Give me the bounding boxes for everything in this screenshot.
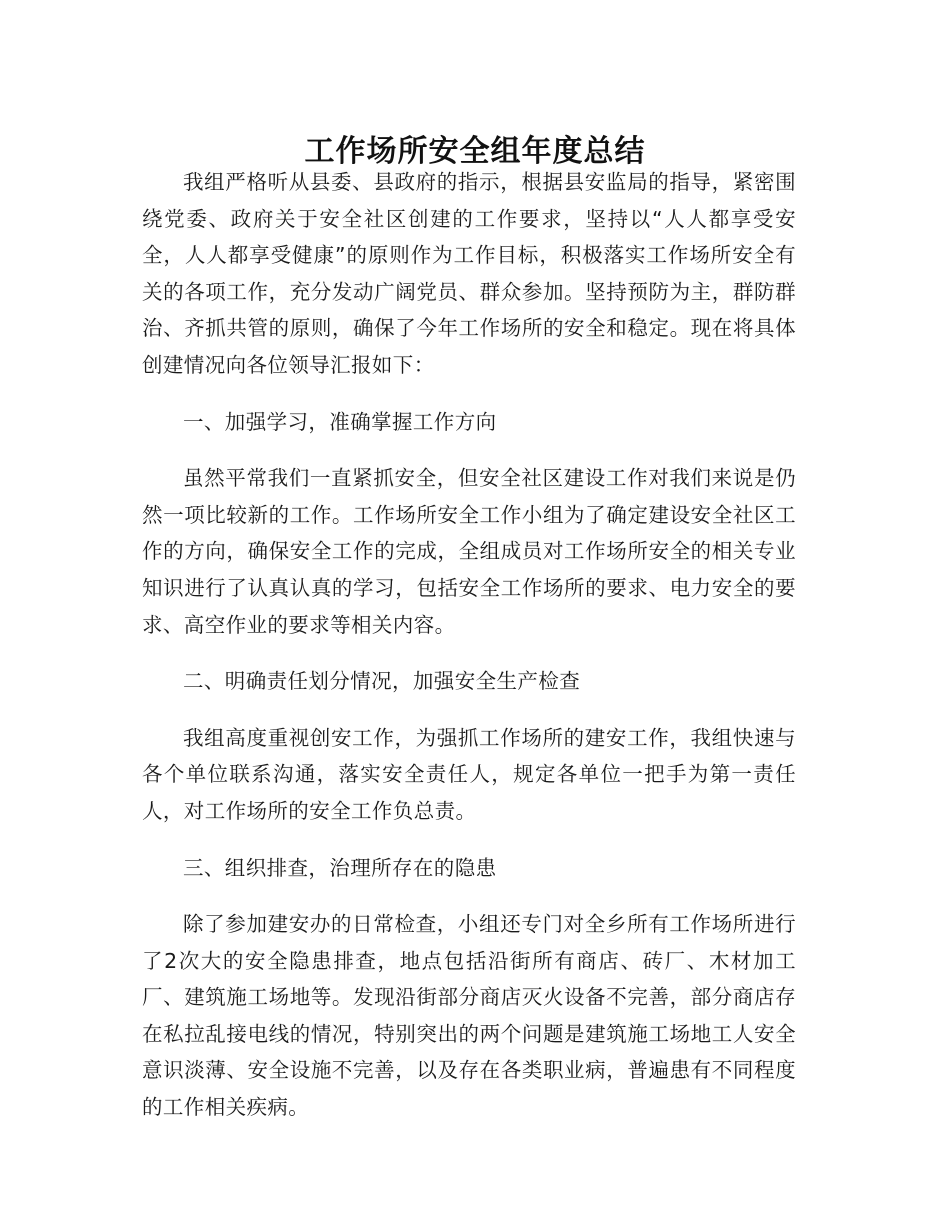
document-body	[142, 164, 796, 1146]
paragraph-intro: 我组严格听从县委、县政府的指示，根据县安监局的指导，紧密围绕党委、政府关于安全社区创建的工作要求，坚持以“人人都享受安全，人人都享受健康”的原则作为工作目标，积极落实工作场所安全有关的各项工作，充分发动广阔党员、群众参加。坚持预防为主，群防群治、齐抓共管的原则，确保了今年工作场所的安全和稳定。现在将具体创建情况向各位领导汇报如下：	[142, 170, 796, 377]
section-heading-3: 三、组织排查，治理所存在的隐患	[183, 855, 497, 880]
paragraph-responsibility: 我组高度重视创安工作，为强抓工作场所的建安工作，我组快速与各个单位联系沟通，落实安全责任人，规定各单位一把手为第一责任人，对工作场所的安全工作负总责。	[142, 725, 796, 823]
document-title: 工作场所安全组年度总结	[304, 134, 646, 170]
paragraph-study: 虽然平常我们一直紧抓安全，但安全社区建设工作对我们来说是仍然一项比较新的工作。工作场所安全工作小组为了确定建设安全社区工作的方向，确保安全工作的完成，全组成员对工作场所安全的相关专业知识进行了认真认真的学习，包括安全工作场所的要求、电力安全的要求、高空作业的要求等相关内容。	[142, 466, 796, 637]
section-heading-2: 二、明确责任划分情况，加强安全生产检查	[183, 669, 581, 694]
paragraph-inspection: 除了参加建安办的日常检查，小组还专门对全乡所有工作场所进行了2次大的安全隐患排查，地点包括沿街所有商店、砖厂、木材加工厂、建筑施工场地等。发现沿街部分商店灭火设备不完善，部分商店存在私拉乱接电线的情况，特别突出的两个问题是建筑施工场地工人安全意识淡薄、安全设施不完善，以及存在各类职业病，普遍患有不同程度的工作相关疾病。	[142, 912, 796, 1120]
section-heading-1: 一、加强学习，准确掌握工作方向	[183, 409, 497, 434]
